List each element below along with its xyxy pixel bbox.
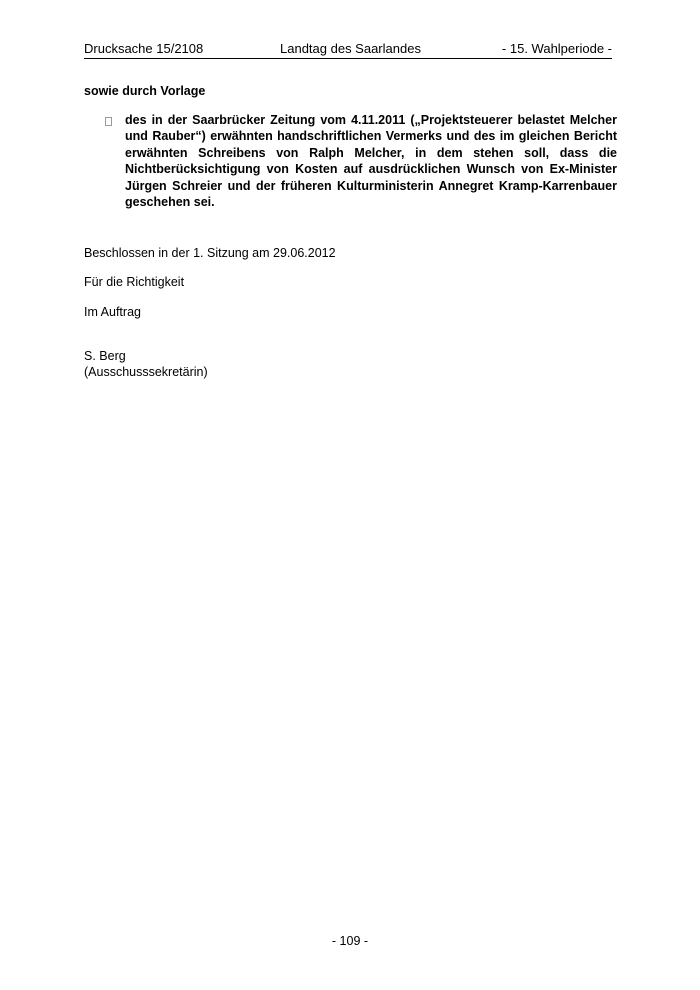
square-bullet-icon <box>105 117 112 126</box>
page-header <box>84 40 612 59</box>
on-behalf-line: Im Auftrag <box>84 305 141 319</box>
correctness-line: Für die Richtigkeit <box>84 275 185 289</box>
legislative-period: - 15. Wahlperiode - <box>501 41 612 56</box>
signatory-name: S. Berg <box>84 349 126 363</box>
resolution-line: Beschlossen in der 1. Sitzung am 29.06.2012 <box>84 246 336 260</box>
document-number: Drucksache 15/2108 <box>84 41 204 56</box>
signatory-role: (Ausschusssekretärin) <box>84 365 208 379</box>
bullet-paragraph: des in der Saarbrücker Zeitung vom 4.11.2011 („Projektsteuerer belastet Melcher und Rauber“) erwähnten handschriftlichen Vermerks und des im gleichen Bericht erwähnten Schreibens von Ralph Melcher, in dem stehen soll, dass die Nichtberücksichtigung von Kosten auf ausdrücklichen Wunsch von Ex-Minister Jürgen Schreier und der früheren Kulturministerin Annegret Kramp-Karrenbauer geschehen sei. <box>125 113 617 210</box>
page-number: - 109 - <box>331 934 369 948</box>
parliament-name: Landtag des Saarlandes <box>280 41 421 56</box>
intro-heading: sowie durch Vorlage <box>84 84 206 98</box>
